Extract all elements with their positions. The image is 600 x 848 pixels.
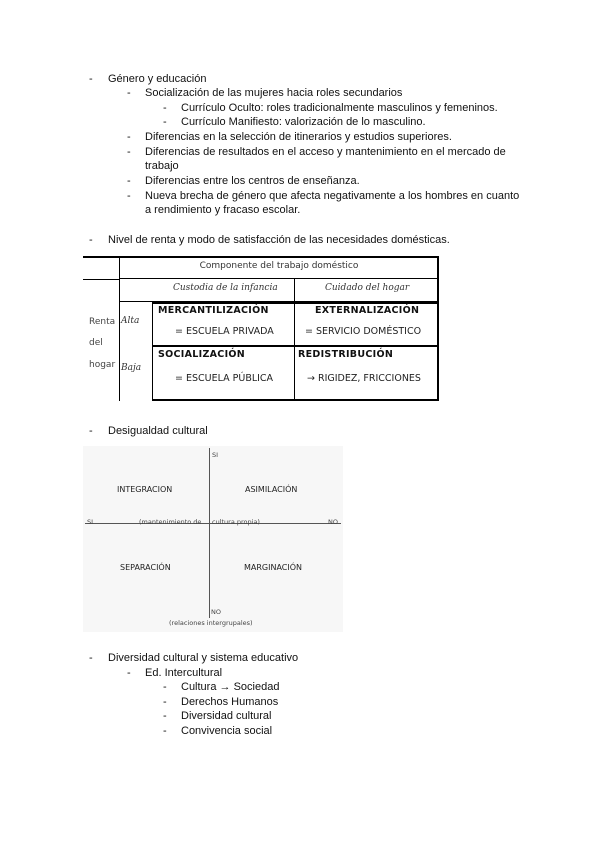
- list-item: Currículo Oculto: roles tradicionalmente masculinos y femeninos.: [181, 102, 498, 114]
- bullet-dash: -: [127, 667, 131, 679]
- bullet-dash: -: [89, 234, 93, 246]
- list-item-continuation: a rendimiento y fracaso escolar.: [145, 204, 301, 216]
- quadrant-label: MARGINACIÓN: [244, 563, 303, 572]
- section-title-gender: Género y educación: [108, 73, 207, 85]
- quadrant-label: SEPARACIÓN: [120, 563, 171, 572]
- bullet-dash: -: [89, 652, 93, 664]
- row-label: Alta: [121, 316, 140, 326]
- axis-caption-bottom: (relaciones intergrupales): [169, 619, 253, 627]
- bullet-dash: -: [163, 116, 167, 128]
- list-item: Diferencias entre los centros de enseñanza.: [145, 175, 360, 187]
- bullet-dash: -: [127, 175, 131, 187]
- bullet-dash: -: [163, 696, 167, 708]
- cell-value: = SERVICIO DOMÉSTICO: [305, 326, 422, 337]
- bullet-dash: -: [163, 102, 167, 114]
- list-item-continuation: trabajo: [145, 160, 179, 172]
- cell-title: SOCIALIZACIÓN: [158, 349, 246, 360]
- bullet-dash: -: [127, 146, 131, 158]
- axis-label-top: SI: [212, 451, 219, 459]
- cell-title: MERCANTILIZACIÓN: [158, 305, 269, 316]
- row-label: Baja: [121, 363, 142, 373]
- list-item: Convivencia social: [181, 725, 273, 737]
- quadrant-label: ASIMILACIÓN: [245, 485, 298, 494]
- column-header: Custodia de la infancia: [173, 283, 278, 293]
- side-label: hogar: [89, 360, 116, 370]
- axis-caption: (mantenimiento de: [139, 518, 202, 526]
- list-item: Ed. Intercultural: [145, 667, 223, 679]
- section-title-income: Nivel de renta y modo de satisfacción de las necesidades domésticas.: [108, 234, 450, 246]
- axis-caption: cultura propia): [212, 518, 260, 526]
- quadrant-label: INTEGRACION: [117, 485, 173, 494]
- domestic-work-table: [83, 256, 439, 401]
- cell-value: → RIGIDEZ, FRICCIONES: [307, 373, 421, 384]
- bullet-dash: -: [163, 725, 167, 737]
- list-item: Diferencias de resultados en el acceso y mantenimiento en el mercado de: [145, 146, 506, 158]
- side-label: del: [89, 338, 103, 348]
- bullet-dash: -: [163, 710, 167, 722]
- list-item: Currículo Manifiesto: valorización de lo masculino.: [181, 116, 426, 128]
- side-label: Renta: [89, 317, 116, 327]
- list-item: Nueva brecha de género que afecta negativamente a los hombres en cuanto: [145, 190, 520, 202]
- axis-label-bottom: NO: [211, 608, 221, 616]
- section-title-cultural: Desigualdad cultural: [108, 425, 208, 437]
- bullet-dash: -: [89, 425, 93, 437]
- column-header: Cuidado del hogar: [325, 283, 410, 293]
- cell-value: = ESCUELA PRIVADA: [175, 326, 274, 337]
- bullet-dash: -: [127, 131, 131, 143]
- bullet-dash: -: [163, 681, 167, 693]
- table-header: Componente del trabajo doméstico: [199, 261, 359, 271]
- list-item: Diversidad cultural: [181, 710, 272, 722]
- bullet-dash: -: [127, 190, 131, 202]
- cell-title: EXTERNALIZACIÓN: [315, 305, 420, 316]
- list-item: Socialización de las mujeres hacia roles secundarios: [145, 87, 403, 99]
- cell-value: = ESCUELA PÚBLICA: [175, 373, 274, 384]
- axis-label-right: NO: [328, 518, 338, 526]
- bullet-dash: -: [89, 73, 93, 85]
- section-title-diversity: Diversidad cultural y sistema educativo: [108, 652, 299, 664]
- cell-title: REDISTRIBUCIÓN: [298, 349, 394, 360]
- acculturation-quadrant: [83, 446, 343, 632]
- list-item: Derechos Humanos: [181, 696, 279, 708]
- list-item: Cultura → Sociedad: [181, 681, 280, 693]
- list-item: Diferencias en la selección de itinerarios y estudios superiores.: [145, 131, 452, 143]
- bullet-dash: -: [127, 87, 131, 99]
- axis-label-left: SI: [87, 518, 94, 526]
